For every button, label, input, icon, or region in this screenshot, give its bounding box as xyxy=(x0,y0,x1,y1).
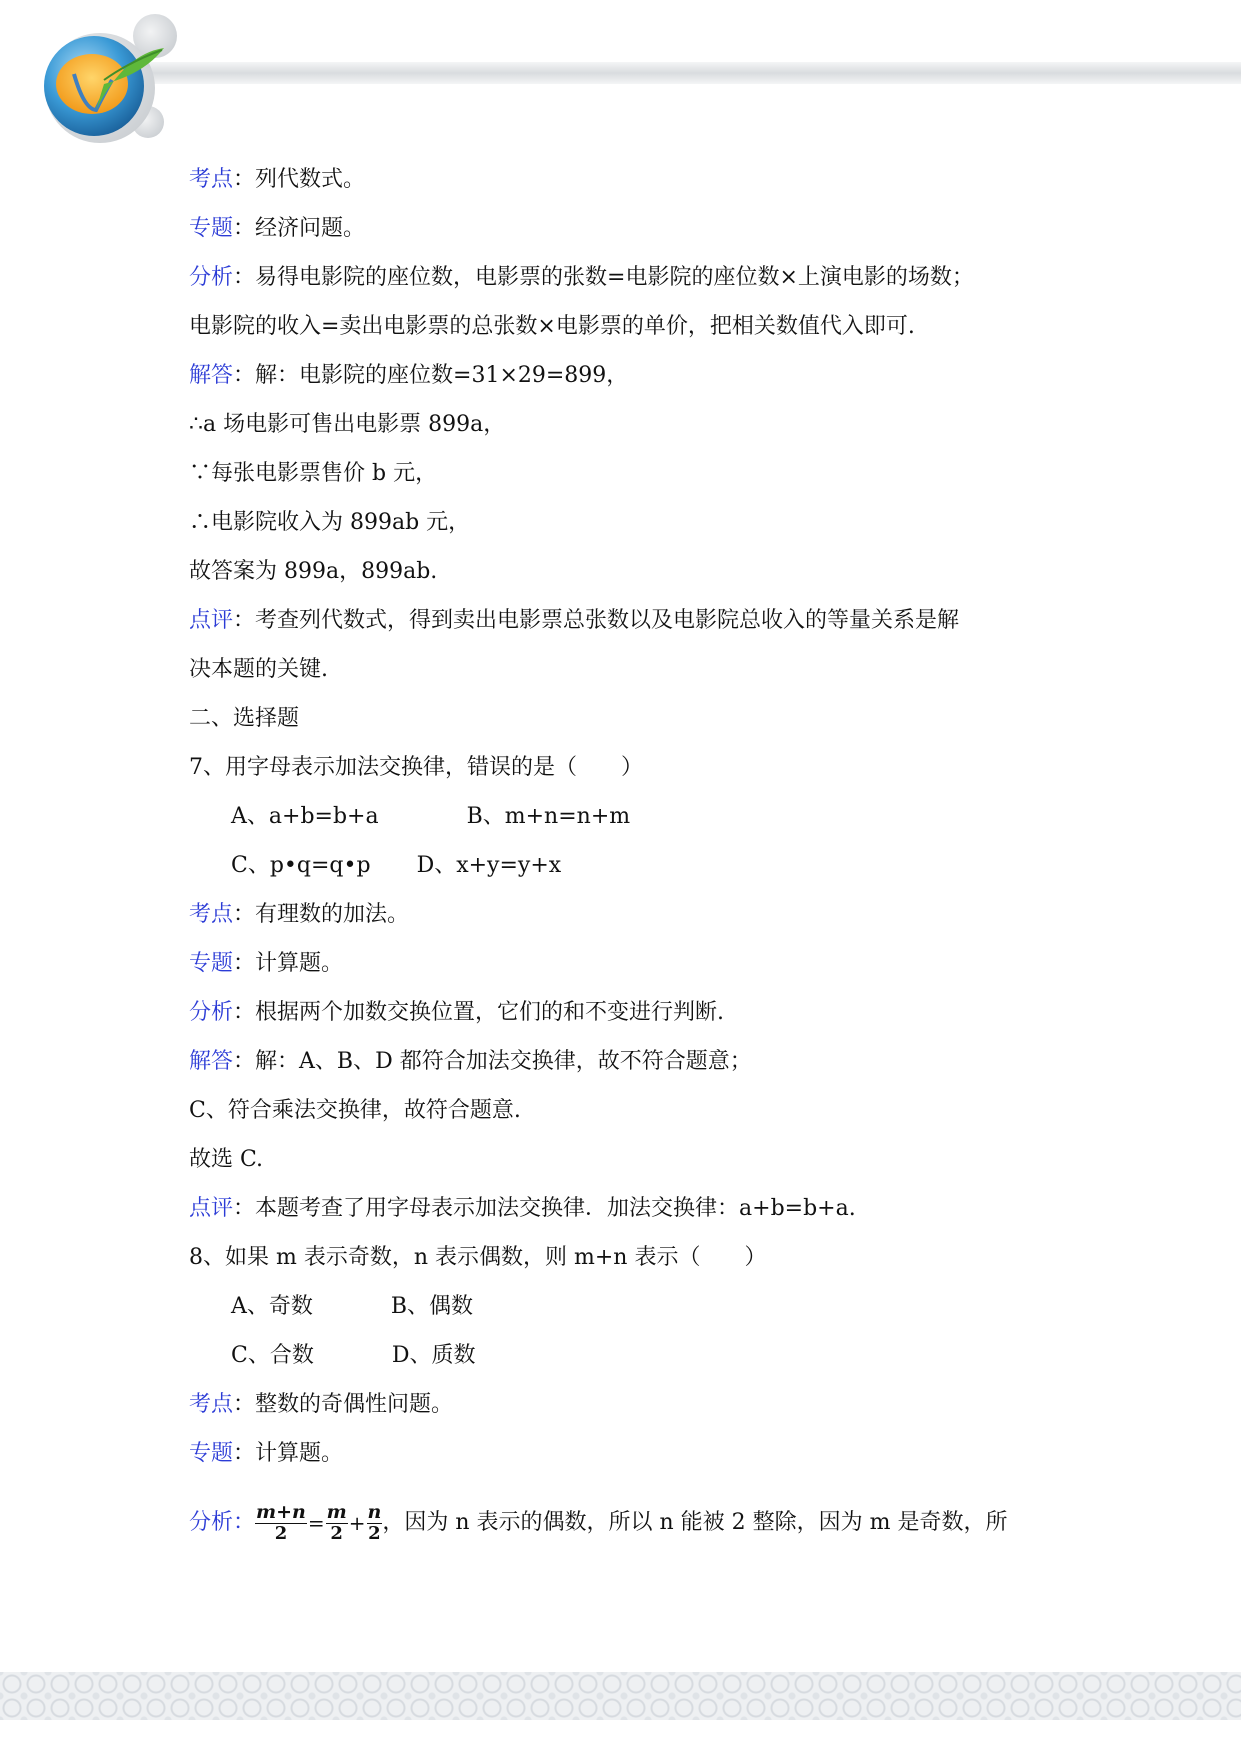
label-jieda: 解答 xyxy=(189,363,234,388)
b1-fenxi-line-2: 电影院的收入=卖出电影票的总张数×电影票的单价，把相关数值代入即可. xyxy=(189,314,915,339)
b1-dianping-line xyxy=(189,596,1069,645)
b1-kaodian-text: ：列代数式。 xyxy=(233,167,366,192)
b1-fenxi-line xyxy=(189,253,1069,302)
q8-option-b: B、偶数 xyxy=(390,1294,474,1319)
label-kaodian: 考点 xyxy=(189,902,234,927)
fraction-m-plus-n-over-2 xyxy=(255,1503,307,1543)
q7-dianping-line xyxy=(189,1184,1069,1233)
b1-jieda-line-5: 故答案为 899a，899ab. xyxy=(189,559,438,584)
q8-kaodian-text: ：整数的奇偶性问题。 xyxy=(233,1392,454,1417)
q7-zhuanti-text: ：计算题。 xyxy=(233,951,344,976)
q7-stem: 7、用字母表示加法交换律，错误的是（ ） xyxy=(189,755,643,780)
q7-kaodian-line xyxy=(189,890,1069,939)
q7-option-d: D、x+y=y+x xyxy=(416,853,562,878)
q8-kaodian-line xyxy=(189,1380,1069,1429)
b1-zhuanti-line xyxy=(189,204,1069,253)
q7-fenxi-line xyxy=(189,988,1069,1037)
b1-dianping-text: ：考查列代数式，得到卖出电影票总张数以及电影院总收入的等量关系是解 xyxy=(233,608,960,633)
b1-zhuanti-text: ：经济问题。 xyxy=(233,216,366,241)
fraction-numerator: n xyxy=(367,1501,382,1523)
q7-jieda-line-3: 故选 C. xyxy=(189,1147,264,1172)
label-dianping: 点评 xyxy=(189,1196,234,1221)
q7-jieda-line-2: C、符合乘法交换律，故符合题意. xyxy=(189,1098,521,1123)
b1-jieda-text: ：解：电影院的座位数=31×29=899， xyxy=(233,363,629,388)
plus-sign: + xyxy=(348,1511,366,1535)
section-title: 二、选择题 xyxy=(189,706,300,731)
b1-dianping-line-2: 决本题的关键. xyxy=(189,657,328,682)
q7-options-row-1 xyxy=(189,792,1069,841)
q7-options-row-2 xyxy=(189,841,1069,890)
label-fenxi: 分析 xyxy=(189,1000,234,1025)
label-jieda: 解答 xyxy=(189,1049,234,1074)
b1-kaodian-line xyxy=(189,155,1069,204)
label-zhuanti: 专题 xyxy=(189,216,234,241)
q7-fenxi-text: ：根据两个加数交换位置，它们的和不变进行判断. xyxy=(233,1000,725,1025)
q8-zhuanti-line xyxy=(189,1429,1069,1478)
label-kaodian: 考点 xyxy=(189,167,234,192)
b1-jieda-line-2: ∴a 场电影可售出电影票 899a， xyxy=(189,412,506,437)
q7-dianping-text: ：本题考查了用字母表示加法交换律．加法交换律：a+b=b+a. xyxy=(233,1196,856,1221)
label-dianping: 点评 xyxy=(189,608,234,633)
fraction-m-over-2 xyxy=(326,1503,348,1543)
q7-option-c: C、p•q=q•p xyxy=(231,853,371,878)
document-body xyxy=(189,155,1069,1558)
q8-fenxi-text: ，因为 n 表示的偶数，所以 n 能被 2 整除，因为 m 是奇数，所 xyxy=(382,1510,1008,1535)
leaf-globe-logo-icon xyxy=(34,14,184,144)
q7-kaodian-text: ：有理数的加法。 xyxy=(233,902,410,927)
fraction-numerator: m xyxy=(326,1501,347,1523)
b1-fenxi-text: ：易得电影院的座位数，电影票的张数=电影院的座位数×上演电影的场数； xyxy=(233,265,974,290)
label-fenxi: 分析 xyxy=(189,265,234,290)
q7-zhuanti-line xyxy=(189,939,1069,988)
b1-jieda-line-4: ∴电影院收入为 899ab 元， xyxy=(189,510,471,535)
b1-jieda-line xyxy=(189,351,1069,400)
fraction-denominator: 2 xyxy=(368,1523,381,1544)
q7-jieda-text: ：解：A、B、D 都符合加法交换律，故不符合题意； xyxy=(233,1049,752,1074)
q7-option-a: A、a+b=b+a xyxy=(231,804,379,829)
q8-fenxi-prefix: ： xyxy=(233,1510,256,1535)
q8-zhuanti-text: ：计算题。 xyxy=(233,1441,344,1466)
q8-option-d: D、质数 xyxy=(391,1343,476,1368)
header-band xyxy=(0,0,1241,150)
q8-stem: 8、如果 m 表示奇数，n 表示偶数，则 m+n 表示（ ） xyxy=(189,1245,767,1270)
q8-option-c: C、合数 xyxy=(231,1343,314,1368)
q8-fenxi-line xyxy=(189,1488,1069,1558)
equals-sign: = xyxy=(307,1511,325,1535)
q8-options-row-2 xyxy=(189,1331,1069,1380)
label-zhuanti: 专题 xyxy=(189,951,234,976)
fraction-denominator: 2 xyxy=(330,1523,343,1544)
q7-jieda-line xyxy=(189,1037,1069,1086)
fraction-numerator: m+n xyxy=(256,1501,306,1523)
q8-options-row-1 xyxy=(189,1282,1069,1331)
q8-option-a: A、奇数 xyxy=(231,1294,313,1319)
label-fenxi: 分析 xyxy=(189,1510,234,1535)
label-kaodian: 考点 xyxy=(189,1392,234,1417)
b1-jieda-line-3: ∵每张电影票售价 b 元， xyxy=(189,461,438,486)
fraction-n-over-2 xyxy=(367,1503,383,1543)
footer-pattern-band xyxy=(0,1672,1241,1720)
label-zhuanti: 专题 xyxy=(189,1441,234,1466)
header-decoration xyxy=(0,0,1241,150)
q7-option-b: B、m+n=n+m xyxy=(466,804,631,829)
fraction-denominator: 2 xyxy=(274,1523,288,1544)
